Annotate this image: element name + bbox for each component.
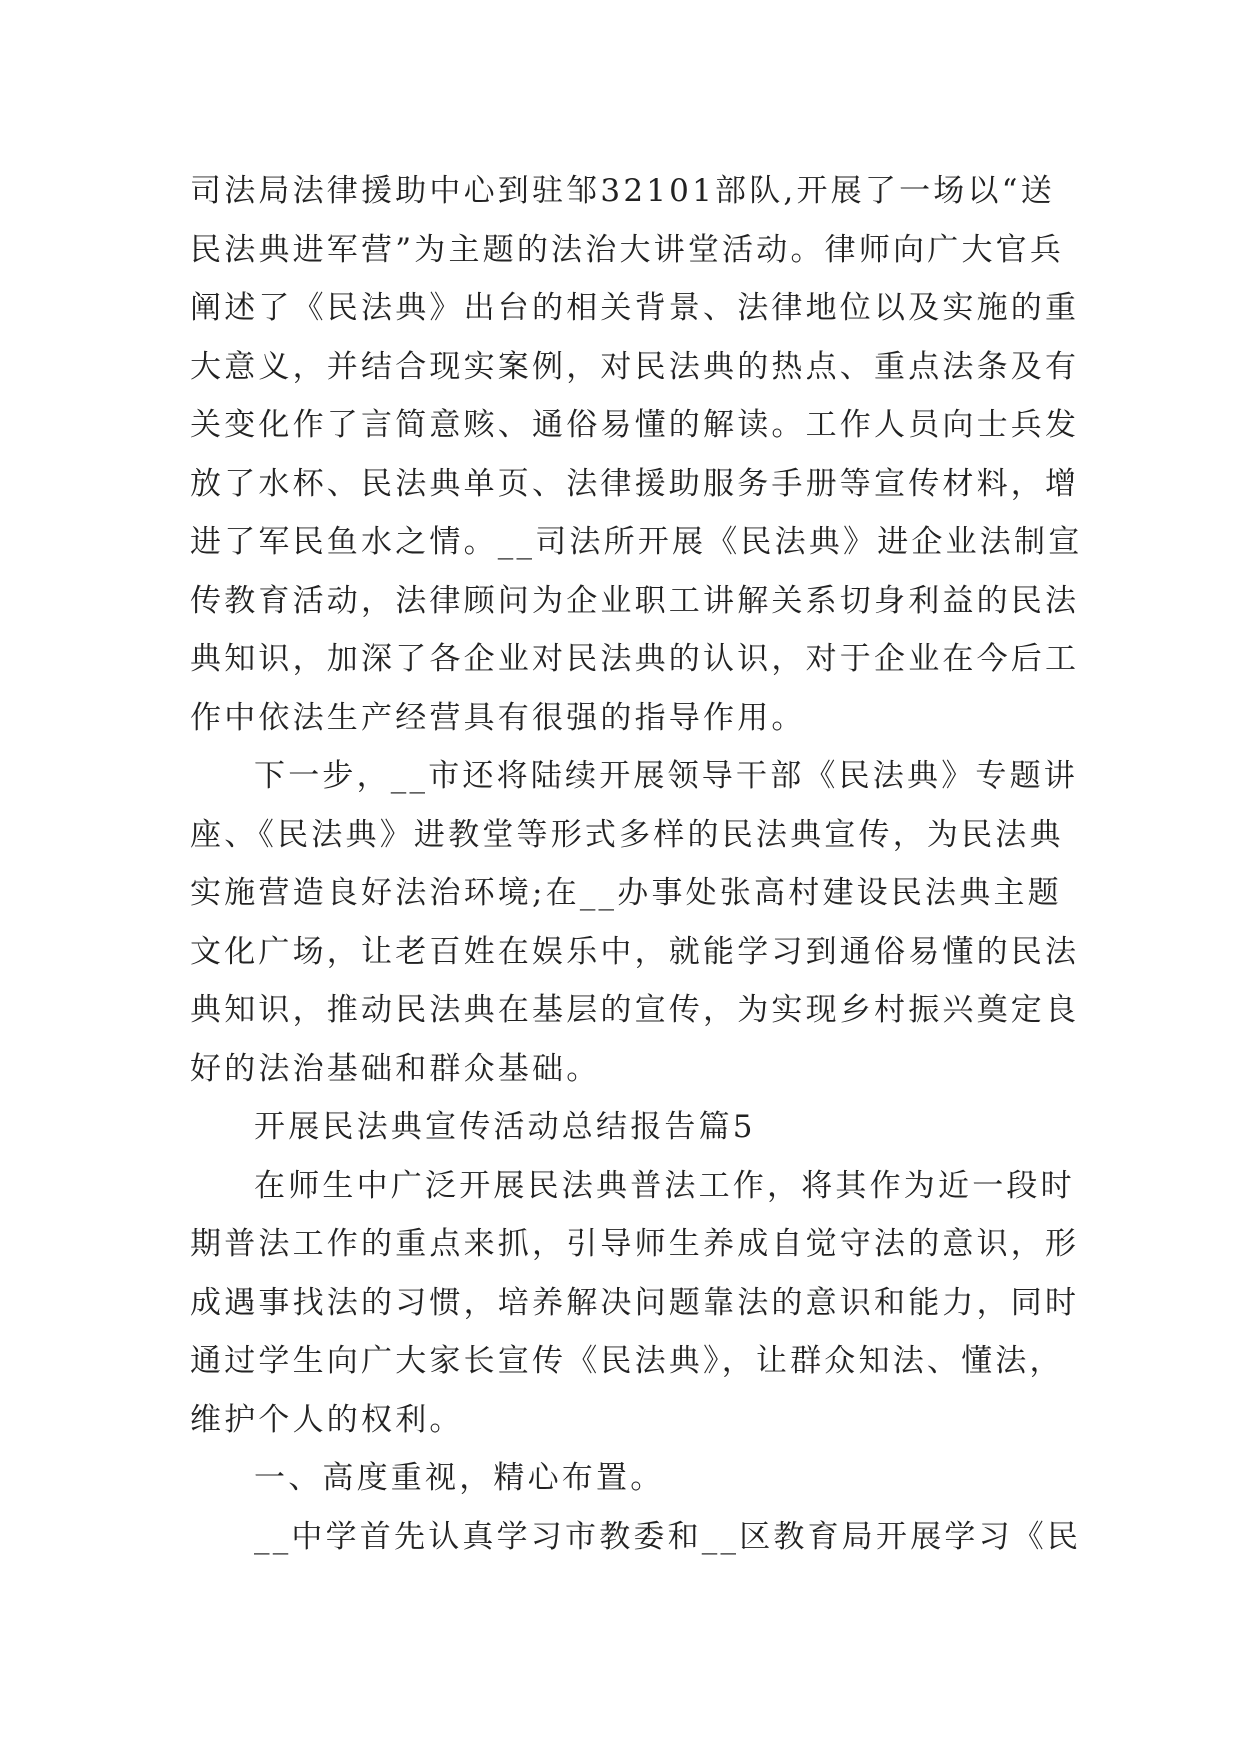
- text-line: 实施营造良好法治环境;在__办事处张高村建设民法典主题: [190, 875, 1062, 911]
- paragraph-school-study: [190, 1508, 1082, 1567]
- section-heading: [190, 1098, 1050, 1157]
- document-body: [190, 162, 1083, 1566]
- subsection-heading-text: 一、高度重视，精心布置。: [254, 1460, 665, 1496]
- paragraph-legal-aid-activities: [190, 162, 1083, 747]
- text-line: 典知识，加深了各企业对民法典的认识，对于企业在今后工: [190, 641, 1080, 677]
- text-line: 放了水杯、民法典单页、法律援助服务手册等宣传材料，增: [190, 465, 1080, 502]
- text-line: 司法局法律援助中心到驻邹32101部队,开展了一场以“送: [190, 173, 1055, 209]
- paragraph-next-steps: [190, 747, 1080, 1098]
- text-line: 在师生中广泛开展民法典普法工作，将其作为近一段时: [254, 1167, 1075, 1204]
- text-line: 成遇事找法的习惯，培养解决问题靠法的意识和能力，同时: [190, 1284, 1080, 1321]
- text-line: 下一步，__市还将陆续开展领导干部《民法典》专题讲: [254, 758, 1078, 794]
- text-line: 文化广场，让老百姓在娱乐中，就能学习到通俗易懂的民法: [190, 933, 1080, 970]
- text-line: 好的法治基础和群众基础。: [190, 1050, 601, 1087]
- text-line: 典知识，推动民法典在基层的宣传，为实现乡村振兴奠定良: [190, 992, 1080, 1028]
- text-line: 阐述了《民法典》出台的相关背景、法律地位以及实施的重: [190, 290, 1080, 326]
- text-line: 维护个人的权利。: [190, 1401, 464, 1438]
- section-heading-text: 开展民法典宣传活动总结报告篇5: [254, 1109, 756, 1145]
- subsection-heading: [190, 1449, 1050, 1508]
- text-line: 作中依法生产经营具有很强的指导作用。: [190, 699, 806, 736]
- text-line: 民法典进军营”为主题的法治大讲堂活动。律师向广大官兵: [190, 231, 1065, 268]
- text-line: 关变化作了言简意赅、通俗易懂的解读。工作人员向士兵发: [190, 407, 1080, 443]
- paragraph-campus-outreach: [190, 1157, 1080, 1450]
- text-line: 通过学生向广大家长宣传《民法典》，让群众知法、懂法，: [190, 1343, 1064, 1379]
- text-line: 座、《民法典》进教堂等形式多样的民法典宣传，为民法典: [190, 816, 1064, 853]
- text-line: 大意义，并结合现实案例，对民法典的热点、重点法条及有: [190, 348, 1080, 385]
- text-line: 传教育活动，法律顾问为企业职工讲解关系切身利益的民法: [190, 582, 1080, 619]
- text-line: 进了军民鱼水之情。__司法所开展《民法典》进企业法制宣: [190, 524, 1083, 560]
- text-line: 期普法工作的重点来抓，引导师生养成自觉守法的意识，形: [190, 1226, 1080, 1262]
- text-line: __中学首先认真学习市教委和__区教育局开展学习《民: [254, 1518, 1082, 1555]
